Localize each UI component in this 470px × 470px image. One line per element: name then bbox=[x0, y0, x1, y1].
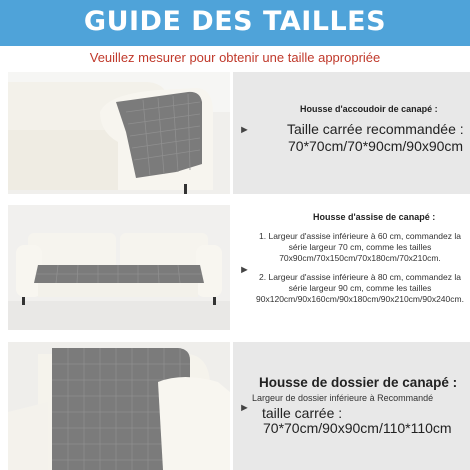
seat-heading: Housse d'assise de canapé : bbox=[313, 212, 436, 222]
backrest-section bbox=[0, 342, 470, 470]
backrest-note: Largeur de dossier inférieure à Recommandé bbox=[252, 393, 434, 403]
seat-option-2: 2. Largeur d'assise inférieure à 80 cm, commandez la série largeur 90 cm, comme les tailles 90x120cm/90x160cm/90x180cm/90x210cm/90x240cm. bbox=[256, 272, 464, 304]
backrest-cover-photo bbox=[8, 342, 230, 470]
pointer-arrow-icon: ► bbox=[239, 264, 250, 276]
armrest-section bbox=[0, 72, 470, 194]
pointer-arrow-icon: ► bbox=[239, 402, 250, 414]
title-banner bbox=[0, 0, 470, 46]
page-title: GUIDE DES TAILLES bbox=[83, 6, 387, 37]
armrest-heading: Housse d'accoudoir de canapé : bbox=[300, 104, 438, 114]
seat-info-panel bbox=[233, 205, 470, 330]
backrest-size-label: taille carrée : bbox=[262, 405, 343, 421]
armrest-size-label: Taille carrée recommandée : bbox=[287, 121, 464, 137]
backrest-heading: Housse de dossier de canapé : bbox=[259, 375, 458, 390]
seat-cover-photo bbox=[8, 205, 230, 330]
subtitle: Veuillez mesurer pour obtenir une taille appropriée bbox=[89, 50, 381, 65]
backrest-size-values: 70*70cm/90x90cm/110*110cm bbox=[263, 420, 452, 436]
seat-section bbox=[0, 205, 470, 330]
pointer-arrow-icon: ► bbox=[239, 124, 250, 136]
armrest-cover-photo bbox=[8, 72, 230, 194]
armrest-size-values: 70*70cm/70*90cm/90x90cm bbox=[288, 138, 464, 154]
seat-option-1: 1. Largeur d'assise inférieure à 60 cm, commandez la série largeur 70 cm, comme les tailles 70x90cm/70x150cm/70x180cm/70x210cm. bbox=[259, 231, 461, 263]
